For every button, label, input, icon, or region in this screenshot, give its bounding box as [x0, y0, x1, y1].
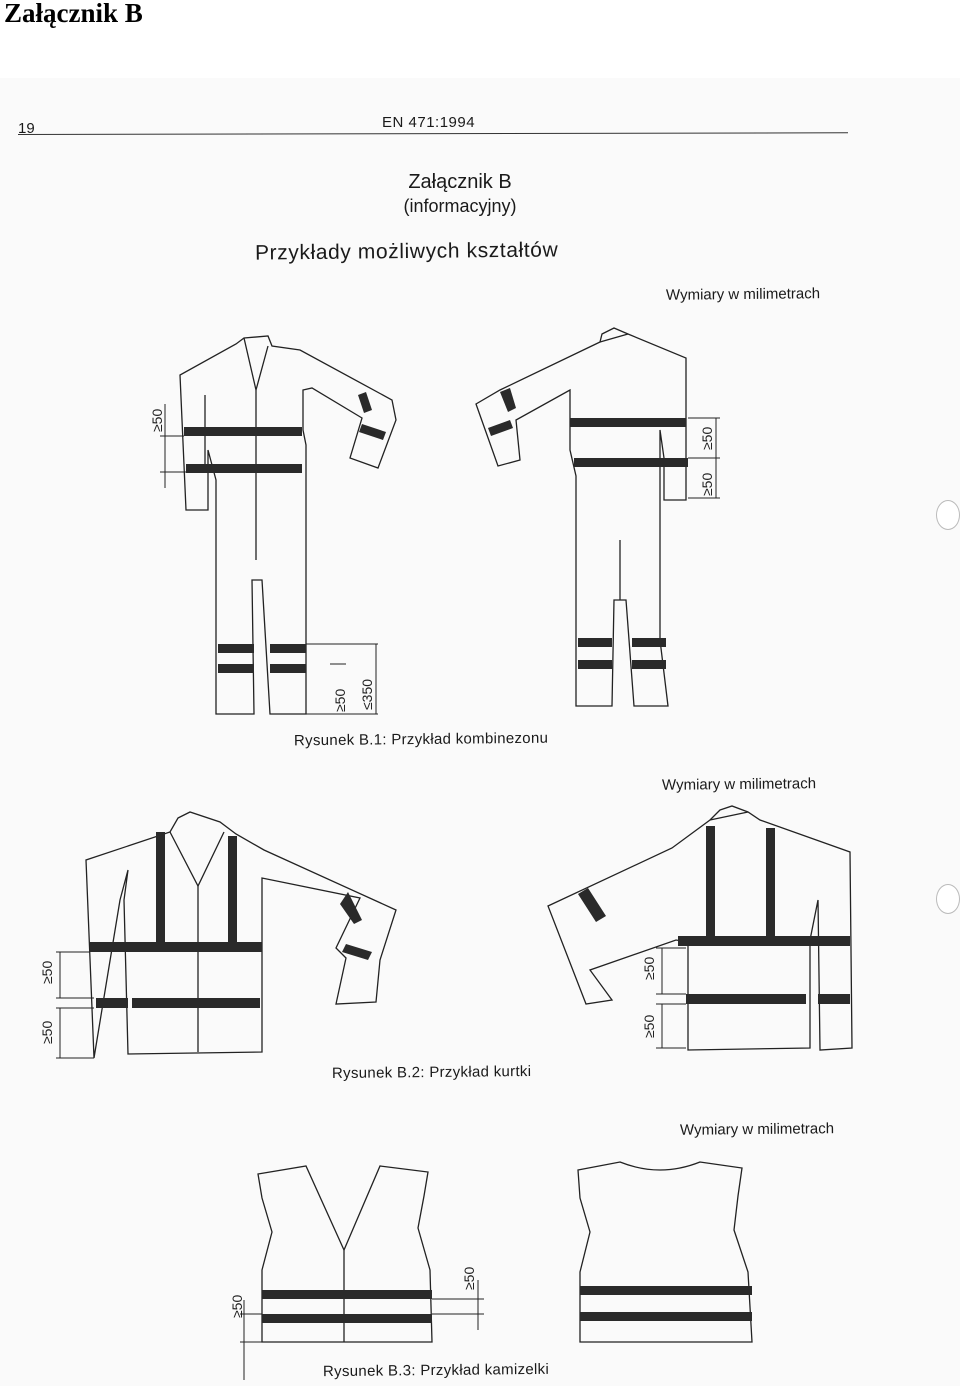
dimensions-note-2: Wymiary w milimetrach [661, 775, 817, 794]
section-heading: Przykłady możliwych kształtów [254, 238, 559, 265]
dimensions-note-1: Wymiary w milimetrach [665, 285, 821, 304]
vest-front [229, 1166, 484, 1380]
dim-label-b2-3: ≥50 [641, 956, 657, 980]
dim-label-b1-4: ≥50 [699, 472, 715, 496]
dim-label-b1-2: ≥50 [332, 688, 348, 712]
vest-back [578, 1162, 752, 1342]
dim-label-b3-2: ≥50 [461, 1266, 477, 1290]
dim-label-b1-1: ≥50 [149, 408, 165, 432]
figure-b1-caption: Rysunek B.1: Przykład kombinezonu [293, 729, 549, 750]
coverall-front [149, 336, 396, 714]
dim-label-b1-3: ≥50 [699, 426, 715, 450]
figure-b2-caption: Rysunek B.2: Przykład kurtki [331, 1062, 532, 1083]
annex-title: Załącznik B [408, 171, 512, 193]
page-heading: Załącznik B [4, 0, 143, 28]
standard-number: EN 471:1994 [382, 114, 476, 131]
jacket-back [548, 806, 852, 1050]
figure-b3-caption: Rysunek B.3: Przykład kamizelki [322, 1360, 550, 1381]
dim-label-b2-1: ≥50 [39, 960, 55, 984]
dimensions-note-3: Wymiary w milimetrach [679, 1120, 835, 1139]
dim-label-b1-5: ≤350 [359, 678, 375, 710]
jacket-front [39, 812, 396, 1058]
dim-label-b2-4: ≥50 [641, 1014, 657, 1038]
page-number: 19 [18, 120, 35, 137]
coverall-back [476, 328, 720, 706]
annex-type: (informacyjny) [403, 196, 517, 216]
dim-label-b3-1: ≥50 [229, 1294, 245, 1318]
dim-label-b2-2: ≥50 [39, 1020, 55, 1044]
